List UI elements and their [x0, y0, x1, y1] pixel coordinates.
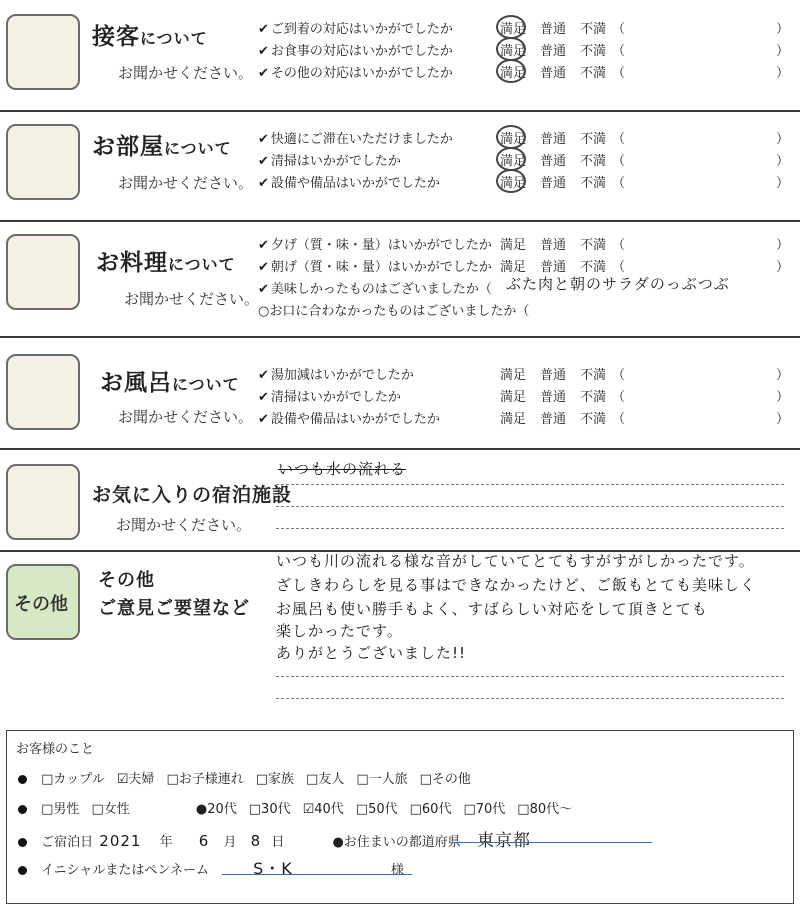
section-title-reception: [92, 18, 208, 51]
prefecture-label: ●お住まいの都道府県: [332, 835, 461, 850]
question: [258, 256, 492, 275]
option-close: ）: [776, 154, 790, 169]
writing-line: [276, 506, 784, 507]
option-open: （: [612, 154, 626, 169]
check-icon: ✔: [258, 22, 269, 37]
checkbox-option[interactable]: □一人旅: [356, 772, 408, 787]
checkbox-option[interactable]: □その他: [419, 772, 471, 787]
option-close: ）: [776, 44, 790, 59]
section-title-text: 接客: [92, 24, 140, 50]
section-title-other: その他: [98, 570, 155, 591]
check-icon: ✔: [258, 412, 269, 427]
customer-heading: お客様のこと: [16, 742, 95, 757]
question: [258, 62, 453, 81]
option-bad: 不満: [580, 66, 607, 81]
check-icon: ✔: [258, 260, 269, 275]
stay-year: 2021: [99, 832, 142, 850]
section-sub-room: お聞かせください。: [118, 174, 254, 192]
section-divider: [0, 336, 800, 338]
option-good: 満足: [500, 66, 527, 81]
checkbox-option[interactable]: □友人: [306, 772, 345, 787]
name-row: [18, 856, 404, 879]
option-close: ）: [776, 390, 790, 405]
section-sub-bath: お聞かせください。: [118, 408, 254, 426]
option-bad: 不満: [580, 132, 607, 147]
option-close: ）: [776, 238, 790, 253]
companion-options: [41, 772, 483, 787]
selected-circle-mark: [496, 147, 526, 171]
question: [258, 234, 492, 253]
question-text: その他の対応はいかがでしたか: [270, 66, 453, 81]
checkbox-option[interactable]: □家族: [255, 772, 295, 787]
check-icon: ✔: [258, 176, 269, 191]
section-sub-reception: お聞かせください。: [118, 64, 254, 82]
option-open: （: [612, 412, 626, 427]
section-title-suffix: について: [164, 139, 232, 158]
prefecture-underline: [452, 842, 652, 843]
section-title-suffix: について: [172, 375, 240, 394]
option-good: 満足: [500, 22, 527, 37]
option-bad: 不満: [580, 368, 607, 383]
bullet-icon: [18, 775, 27, 784]
check-icon: ✔: [258, 390, 269, 405]
option-close: ）: [776, 132, 790, 147]
check-icon: ✔: [258, 44, 269, 59]
year-unit: 年: [159, 835, 173, 850]
question: [258, 18, 453, 37]
option-normal: 普通: [540, 368, 567, 383]
stay-month: 6: [198, 832, 210, 850]
option-open: （: [612, 44, 626, 59]
question-text: お食事の対応はいかがでしたか: [270, 44, 453, 59]
handwritten-favorite-food: ぶた肉と朝のサラダのっぶつぶ: [506, 275, 730, 293]
comment-line: いつも川の流れる様な音がしていてとてもすがすがしかったです。: [276, 552, 755, 570]
option-normal: 普通: [540, 260, 567, 275]
option-normal: 普通: [540, 154, 567, 169]
section-title-favorite: お気に入りの宿泊施設: [92, 484, 293, 506]
stay-day: 8: [250, 832, 262, 850]
question-text: 設備や備品はいかがでしたか: [270, 176, 440, 191]
reception-illustration: [6, 14, 80, 90]
question-text: ○お口に合わなかったものはございましたか（: [258, 304, 530, 319]
option-bad: 不満: [580, 176, 607, 191]
name-value: S・K: [253, 859, 293, 878]
selected-circle-mark: [496, 169, 526, 193]
question-text: 朝げ（質・味・量）はいかがでしたか: [270, 260, 492, 275]
other-icon-label: その他: [14, 594, 68, 615]
question-text: ご到着の対応はいかがでしたか: [270, 22, 453, 37]
question: [258, 278, 492, 297]
companion-row: [18, 768, 483, 787]
writing-line: [276, 698, 784, 699]
option-close: ）: [776, 176, 790, 191]
gender-age-row: [18, 798, 584, 817]
name-label: イニシャルまたはペンネーム: [41, 863, 209, 878]
room-illustration: [6, 124, 80, 200]
option-good: 満足: [500, 132, 527, 147]
honorific: 様: [390, 863, 404, 878]
question: [258, 172, 440, 191]
option-good: 満足: [500, 238, 527, 253]
option-normal: 普通: [540, 132, 567, 147]
question-text: 夕げ（質・味・量）はいかがでしたか: [270, 238, 492, 253]
bath-illustration: [6, 354, 80, 430]
day-unit: 日: [271, 835, 285, 850]
option-bad: 不満: [580, 412, 607, 427]
writing-line: [276, 528, 784, 529]
comment-line: ありがとうございました!!: [276, 644, 467, 662]
selected-circle-mark: [496, 125, 526, 149]
option-normal: 普通: [540, 66, 567, 81]
section-title-text: お部屋: [92, 134, 164, 160]
option-open: （: [612, 176, 626, 191]
check-icon: ✔: [258, 238, 269, 253]
option-normal: 普通: [540, 22, 567, 37]
age-options: [196, 802, 584, 817]
section-sub-other: ご意見ご要望など: [98, 598, 250, 619]
check-icon: ✔: [258, 282, 269, 297]
option-bad: 不満: [580, 44, 607, 59]
option-open: （: [612, 132, 626, 147]
checkbox-option[interactable]: □60代: [409, 802, 452, 817]
question: [258, 408, 440, 427]
selected-circle-mark: [496, 37, 526, 61]
section-divider: [0, 448, 800, 450]
option-bad: 不満: [580, 390, 607, 405]
option-close: ）: [776, 368, 790, 383]
gender-options: [41, 802, 142, 817]
option-open: （: [612, 390, 626, 405]
option-close: ）: [776, 260, 790, 275]
option-close: ）: [776, 412, 790, 427]
meal-illustration: [6, 234, 80, 310]
checkbox-option[interactable]: □80代〜: [517, 802, 573, 817]
handwritten-favorite: いつも水の流れる: [278, 460, 407, 478]
option-good: 満足: [500, 260, 527, 275]
section-title-bath: [100, 364, 240, 397]
check-icon: ✔: [258, 368, 269, 383]
question: [258, 364, 414, 383]
option-good: 満足: [500, 368, 527, 383]
option-bad: 不満: [580, 22, 607, 37]
section-title-suffix: について: [140, 29, 208, 48]
option-open: （: [612, 260, 626, 275]
option-good: 満足: [500, 390, 527, 405]
option-bad: 不満: [580, 260, 607, 275]
question: [258, 128, 453, 147]
question: [258, 40, 453, 59]
question: [258, 300, 529, 319]
name-underline: [222, 874, 412, 875]
check-icon: ✔: [258, 132, 269, 147]
option-normal: 普通: [540, 44, 567, 59]
writing-line: [276, 676, 784, 677]
checkbox-option[interactable]: □30代: [248, 802, 291, 817]
month-unit: 月: [223, 835, 237, 850]
section-divider: [0, 550, 800, 552]
check-icon: ✔: [258, 66, 269, 81]
bullet-icon: [18, 838, 27, 847]
comment-line: ざしきわらしを見る事はできなかったけど、ご飯もとても美味しく: [276, 576, 757, 594]
option-close: ）: [776, 66, 790, 81]
selected-circle-mark: [496, 59, 526, 83]
option-good: 満足: [500, 44, 527, 59]
section-sub-favorite: お聞かせください。: [116, 516, 252, 534]
option-open: （: [612, 66, 626, 81]
option-open: （: [612, 22, 626, 37]
option-normal: 普通: [540, 412, 567, 427]
section-divider: [0, 220, 800, 222]
checkbox-option[interactable]: ☑40代: [302, 802, 344, 817]
writing-line: [276, 484, 784, 485]
bullet-icon: [18, 805, 27, 814]
checkbox-option[interactable]: □お子様連れ: [166, 772, 244, 787]
option-open: （: [612, 368, 626, 383]
checkbox-option[interactable]: □50代: [355, 802, 398, 817]
option-bad: 不満: [580, 238, 607, 253]
section-title-room: [92, 128, 232, 161]
question-text: 清掃はいかがでしたか: [270, 154, 401, 169]
favorite-illustration: [6, 464, 80, 540]
question: [258, 150, 401, 169]
option-normal: 普通: [540, 176, 567, 191]
option-open: （: [612, 238, 626, 253]
checkbox-option[interactable]: □カップル: [41, 772, 105, 787]
question-text: 美味しかったものはございましたか（: [270, 282, 492, 297]
section-title-suffix: について: [168, 255, 236, 274]
question: [258, 386, 401, 405]
checkbox-option[interactable]: ●20代: [195, 802, 237, 817]
question-text: 設備や備品はいかがでしたか: [270, 412, 440, 427]
stay-date-row: [18, 826, 531, 851]
check-icon: ✔: [258, 154, 269, 169]
checkbox-option[interactable]: □70代: [463, 802, 506, 817]
option-good: 満足: [500, 176, 527, 191]
checkbox-option[interactable]: ☑夫婦: [116, 772, 155, 787]
question-text: 快適にご滞在いただけましたか: [270, 132, 453, 147]
selected-circle-mark: [496, 15, 526, 39]
section-title-text: お風呂: [100, 370, 172, 396]
prefecture-value: 東京都: [476, 831, 531, 851]
option-close: ）: [776, 22, 790, 37]
checkbox-option[interactable]: □女性: [91, 802, 130, 817]
stay-date-label: ご宿泊日: [41, 835, 94, 850]
bullet-icon: [18, 866, 27, 875]
section-divider: [0, 110, 800, 112]
comment-line: 楽しかったです。: [276, 622, 403, 640]
option-normal: 普通: [540, 238, 567, 253]
option-normal: 普通: [540, 390, 567, 405]
option-good: 満足: [500, 412, 527, 427]
section-title-text: お料理: [96, 250, 168, 276]
option-good: 満足: [500, 154, 527, 169]
section-sub-meal: お聞かせください。: [124, 290, 260, 308]
option-bad: 不満: [580, 154, 607, 169]
question-text: 湯加減はいかがでしたか: [270, 368, 414, 383]
section-title-meal: [96, 244, 236, 277]
question-text: 清掃はいかがでしたか: [270, 390, 401, 405]
checkbox-option[interactable]: □男性: [41, 802, 80, 817]
comment-line: お風呂も使い勝手もよく、すばらしい対応をして頂きとても: [276, 600, 708, 618]
